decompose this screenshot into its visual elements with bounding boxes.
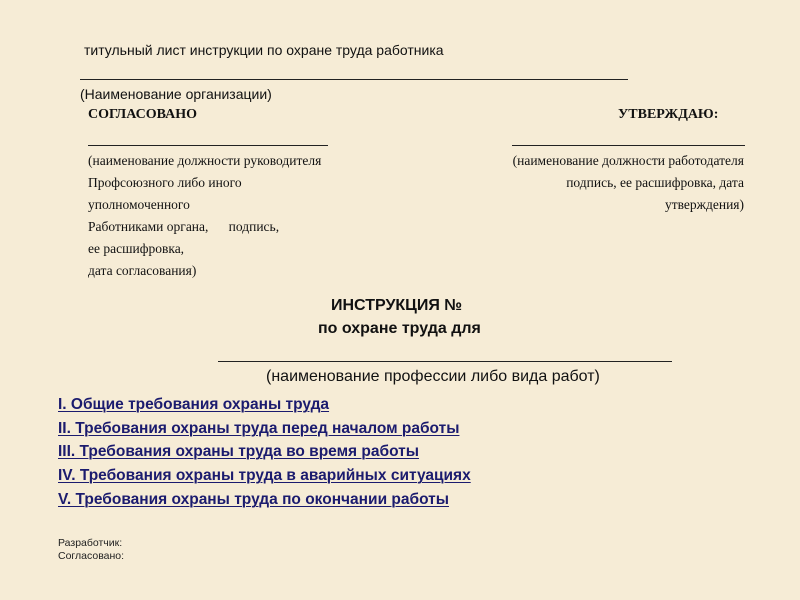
agreed-caption-line: ее расшифровка, (88, 241, 185, 256)
developer-label: Разработчик: (58, 537, 123, 549)
section-link-before-work[interactable]: II. Требования охраны труда перед началом работы (58, 420, 460, 437)
approve-caption-line: утверждения) (664, 197, 744, 212)
document-title: титульный лист инструкции по охране труда работника (84, 42, 444, 58)
agreed-caption-line: (наименование должности руководителя (88, 153, 322, 168)
agreed-caption-line: уполномоченного (88, 197, 190, 212)
section-link-emergency[interactable]: IV. Требования охраны труда в аварийных ситуациях (58, 467, 471, 484)
profession-name-line (218, 361, 672, 362)
organization-name-line (80, 79, 628, 80)
approve-caption-line: подпись, ее расшифровка, дата (566, 175, 744, 190)
approve-signature-line (512, 145, 745, 146)
approve-heading: УТВЕРЖДАЮ: (618, 107, 719, 122)
agreed-signature-line (88, 145, 328, 146)
section-link-during-work[interactable]: III. Требования охраны труда во время работы (58, 443, 419, 460)
agreed-caption-line: Работниками органа, подпись, (88, 219, 280, 234)
organization-caption: (Наименование организации) (80, 86, 272, 102)
agreed-caption-line: Профсоюзного либо иного (88, 175, 242, 190)
section-link-general[interactable]: I. Общие требования охраны труда (58, 396, 330, 413)
agreed-heading: СОГЛАСОВАНО (88, 107, 197, 122)
profession-caption: (наименование профессии либо вида работ) (266, 368, 600, 385)
agreed-caption-line: дата согласования) (88, 263, 197, 278)
approved-label: Согласовано: (58, 550, 125, 562)
instruction-subtitle: по охране труда для (318, 320, 481, 337)
instruction-title: ИНСТРУКЦИЯ № (331, 297, 463, 314)
section-link-after-work[interactable]: V. Требования охраны труда по окончании работы (58, 491, 449, 508)
approve-caption-line: (наименование должности работодателя (512, 153, 744, 168)
